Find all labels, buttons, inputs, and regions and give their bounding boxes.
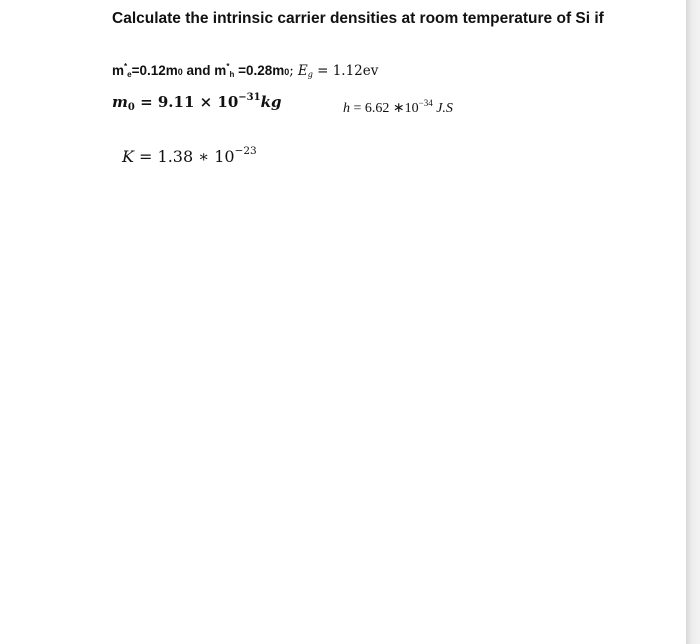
band-gap-value: = 1.12ev	[312, 63, 379, 79]
planck-exponent: −34	[418, 98, 433, 108]
electron-mass-value: =0.12m	[131, 63, 178, 78]
effective-mass-line	[112, 62, 378, 79]
boltzmann-constant-line	[122, 145, 257, 166]
hole-mass-subscript: h	[229, 70, 235, 79]
electron-rest-mass-line	[112, 92, 281, 113]
m0-subscript: 0	[127, 102, 135, 113]
separator: ;	[289, 63, 294, 79]
planck-unit: J.S	[432, 101, 453, 116]
planck-constant-line	[343, 98, 453, 117]
m0-value: = 9.11 × 10	[134, 93, 239, 111]
question-text: Calculate the intrinsic carrier densities at room temperature of Si if	[112, 10, 604, 27]
band-gap-symbol: E	[297, 63, 308, 79]
electron-mass-star: *	[124, 62, 128, 71]
boltzmann-value: = 1.38 ∗ 10	[133, 147, 235, 166]
hole-mass-symbol: m	[214, 63, 227, 78]
m0-symbol: m	[112, 93, 128, 111]
electron-mass-subscript: e	[127, 70, 132, 79]
hole-mass-value-subscript: 0	[284, 67, 290, 77]
boltzmann-exponent: −23	[234, 145, 257, 157]
and-text: and	[182, 63, 215, 78]
boltzmann-symbol: K	[122, 147, 134, 166]
electron-mass-symbol: m	[112, 63, 125, 78]
hole-mass-star: *	[226, 62, 230, 71]
band-gap-subscript: g	[307, 70, 313, 79]
hole-mass-value: =0.28m	[234, 63, 285, 78]
page-edge-shadow	[686, 0, 700, 644]
planck-symbol: h	[343, 101, 350, 116]
planck-value: = 6.62 ∗10	[350, 101, 419, 116]
electron-mass-value-subscript: 0	[177, 67, 183, 77]
m0-unit: kg	[260, 93, 282, 111]
m0-exponent: −31	[238, 92, 261, 103]
